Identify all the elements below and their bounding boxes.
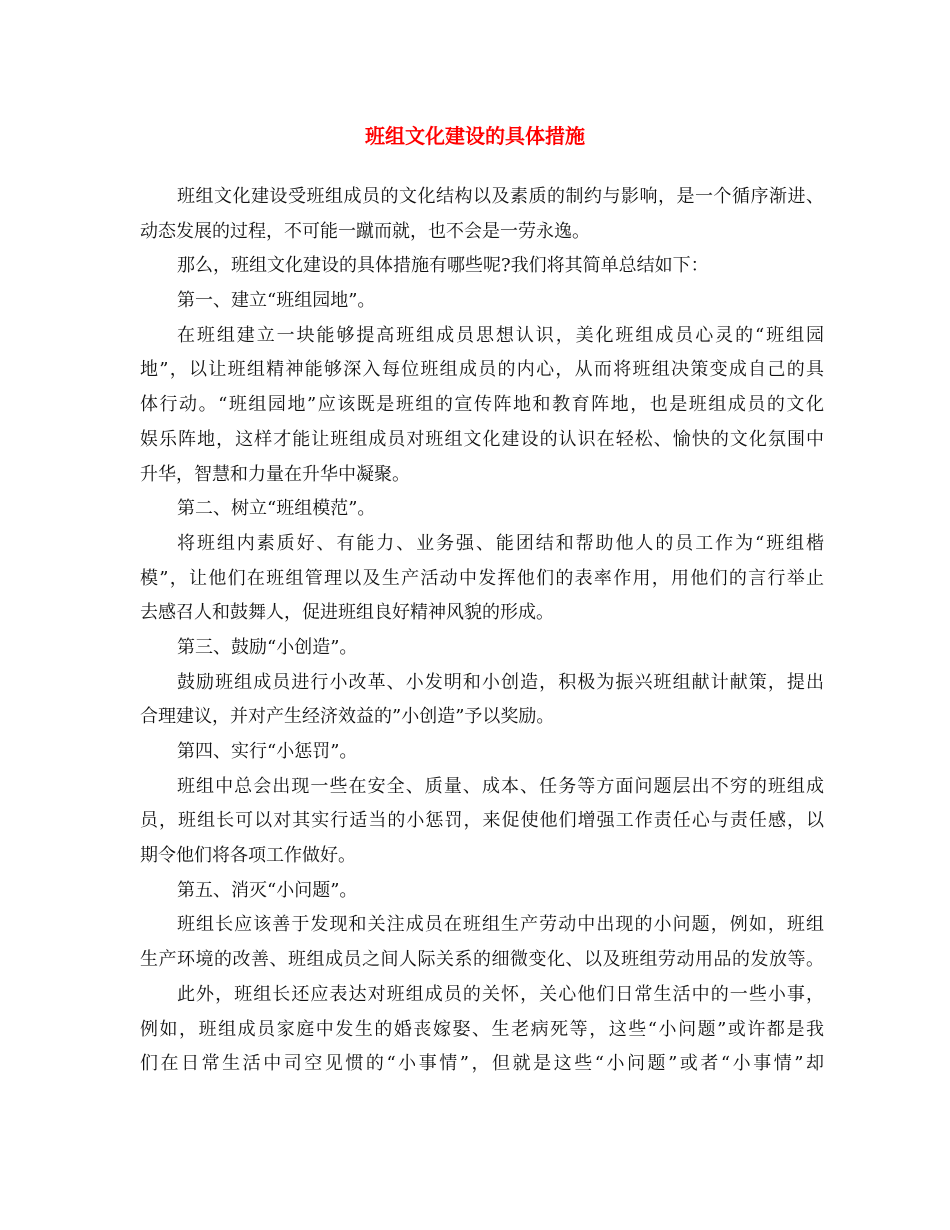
text-line: 娱乐阵地，这样才能让班组成员对班组文化建设的认识在轻松、愉快的文化氛围中: [140, 428, 824, 450]
text-line: 生产环境的改善、班组成员之间人际关系的细微变化、以及班组劳动用品的发放等。: [140, 949, 824, 971]
text-line: 去感召人和鼓舞人，促进班组良好精神风貌的形成。: [140, 602, 554, 624]
text-line: 们在日常生活中司空见惯的“小事情”，但就是这些“小问题”或者“小事情”却: [140, 1053, 824, 1075]
text-line: 鼓励班组成员进行小改革、小发明和小创造，积极为振兴班组献计献策，提出: [177, 671, 824, 693]
text-line: 升华，智慧和力量在升华中凝聚。: [140, 463, 410, 485]
text-line: 班组长应该善于发现和关注成员在班组生产劳动中出现的小问题，例如，班组: [177, 914, 824, 936]
text-line: 第二、树立“班组模范”。: [177, 498, 376, 520]
text-line: 班组中总会出现一些在安全、质量、成本、任务等方面问题层出不穷的班组成: [177, 775, 824, 797]
text-line: 动态发展的过程，不可能一蹴而就，也不会是一劳永逸。: [140, 220, 590, 242]
text-line: 期令他们将各项工作做好。: [140, 845, 356, 867]
text-line: 此外，班组长还应表达对班组成员的关怀，关心他们日常生活中的一些小事，: [177, 983, 824, 1005]
text-line: 体行动。“班组园地”应该既是班组的宣传阵地和教育阵地，也是班组成员的文化: [140, 394, 824, 416]
text-line: 地”，以让班组精神能够深入每位班组成员的内心，从而将班组决策变成自己的具: [140, 359, 824, 381]
text-line: 第五、消灭“小问题”。: [177, 879, 358, 901]
text-line: 合理建议，并对产生经济效益的”小创造”予以奖励。: [140, 706, 555, 728]
text-line: 将班组内素质好、有能力、业务强、能团结和帮助他人的员工作为“班组楷: [177, 532, 824, 554]
text-line: 模”，让他们在班组管理以及生产活动中发挥他们的表率作用，用他们的言行举止: [140, 567, 824, 589]
text-line: 班组文化建设受班组成员的文化结构以及素质的制约与影响，是一个循序渐进、: [177, 186, 824, 207]
document-body: [140, 180, 824, 1082]
text-line: 第三、鼓励“小创造”。: [177, 636, 358, 658]
text-line: 在班组建立一块能够提高班组成员思想认识，美化班组成员心灵的“班组园: [177, 324, 824, 346]
text-line: 第一、建立“班组园地”。: [177, 290, 376, 312]
text-line: 第四、实行“小惩罚”。: [177, 741, 358, 762]
text-line: 例如，班组成员家庭中发生的婚丧嫁娶、生老病死等，这些“小问题”或许都是我: [140, 1018, 824, 1040]
text-line: 那么，班组文化建设的具体措施有哪些呢?我们将其简单总结如下：: [177, 255, 709, 277]
text-line: 员，班组长可以对其实行适当的小惩罚，来促使他们增强工作责任心与责任感，以: [140, 810, 824, 832]
page-title: 班组文化建设的具体措施: [365, 124, 585, 148]
